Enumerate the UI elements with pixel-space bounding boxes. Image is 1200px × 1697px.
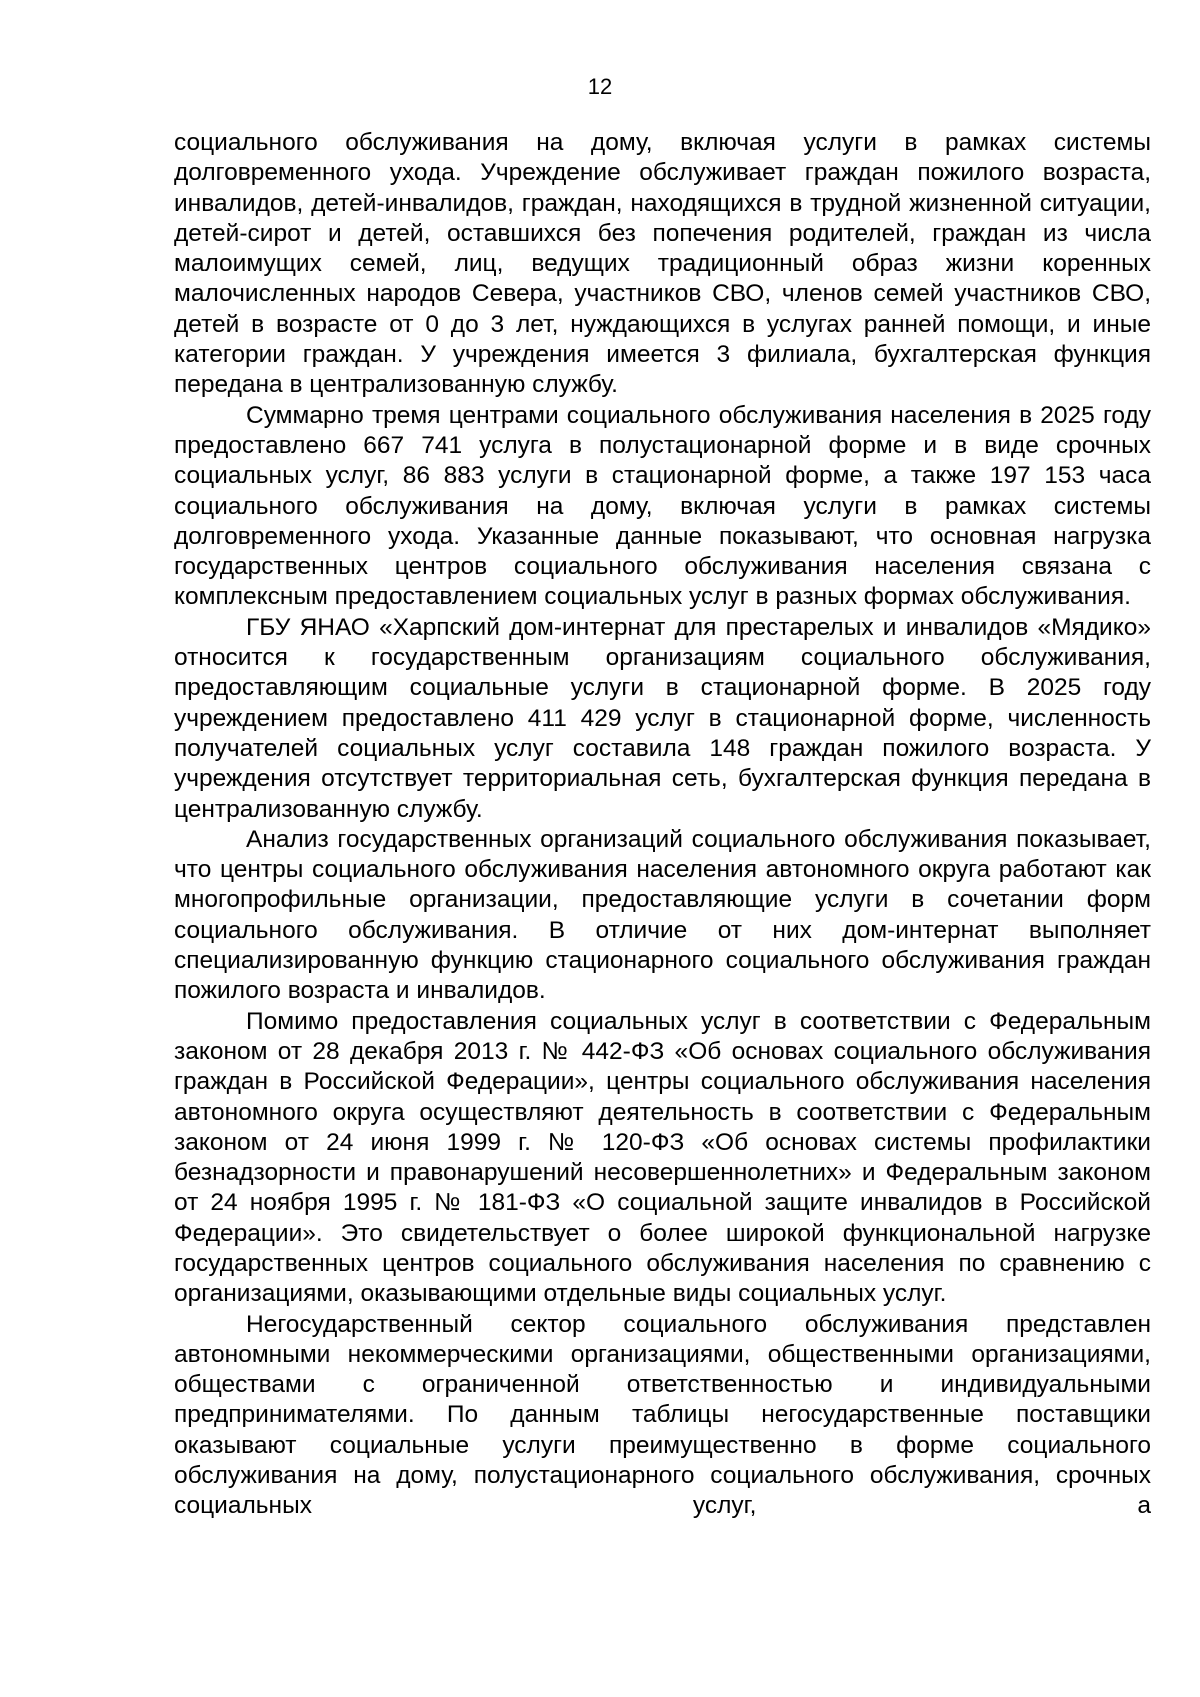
paragraph-3: ГБУ ЯНАО «Харпский дом-интернат для престарелых и инвалидов «Мядико» относится к государственным организациям социального обслуживания, предоставляющим социальные услуги в стационарной форме. В 2025 году учреждением предоставлено 411 429 услуг в стационарной форме, численность получателей социальных услуг составила 148 граждан пожилого возраста. У учреждения отсутствует территориальная сеть, бухгалтерская функция передана в централизованную службу. — [174, 613, 1151, 823]
paragraph-1: социального обслуживания на дому, включая услуги в рамках системы долговременного ухода. Учреждение обслуживает граждан пожилого возраста, инвалидов, детей-инвалидов, граждан, находящихся в трудной жизненной ситуации, детей-сирот и детей, оставшихся без попечения родителей, граждан из числа малоимущих семей, лиц, ведущих традиционный образ жизни коренных малочисленных народов Севера, участников СВО, членов семей участников СВО, детей в возрасте от 0 до 3 лет, нуждающихся в услугах ранней помощи, и иные категории граждан. У учреждения имеется 3 филиала, бухгалтерская функция передана в централизованную службу. — [174, 129, 1151, 399]
paragraph-5: Помимо предоставления социальных услуг в соответствии с Федеральным законом от 28 декабря 2013 г. № 442-ФЗ «Об основах социального обслуживания граждан в Российской Федерации», центры социального обслуживания населения автономного округа осуществляют деятельность в соответствии с Федеральным законом от 24 июня 1999 г. № 120-ФЗ «Об основах системы профилактики безнадзорности и правонарушений несовершеннолетних» и Федеральным законом от 24 ноября 1995 г. № 181-ФЗ «О социальной защите инвалидов в Российской Федерации». Это свидетельствует о более широкой функциональной нагрузке государственных центров социального обслуживания населения по сравнению с организациями, оказывающими отдельные виды социальных услуг. — [174, 1007, 1151, 1308]
paragraph-2: Суммарно тремя центрами социального обслуживания населения в 2025 году предоставлено 667 741 услуга в полустационарной форме и в виде срочных социальных услуг, 86 883 услуги в стационарной форме, а также 197 153 часа социального обслуживания на дому, включая услуги в рамках системы долговременного ухода. Указанные данные показывают, что основная нагрузка государственных центров социального обслуживания населения связана с комплексным предоставлением социальных услуг в разных формах обслуживания. — [174, 401, 1151, 611]
paragraph-4: Анализ государственных организаций социального обслуживания показывает, что центры социального обслуживания населения автономного округа работают как многопрофильные организации, предоставляющие услуги в сочетании форм социального обслуживания. В отличие от них дом-интернат выполняет специализированную функцию стационарного социального обслуживания граждан пожилого возраста и инвалидов. — [174, 825, 1151, 1005]
paragraph-6: Негосударственный сектор социального обслуживания представлен автономными некоммерческими организациями, общественными организациями, обществами с ограниченной ответственностью и индивидуальными предпринимателями. По данным таблицы негосударственные поставщики оказывают социальные услуги преимущественно в форме социального обслуживания на дому, полустационарного социального обслуживания, срочных социальных услуг, а — [174, 1310, 1151, 1520]
page-number: 12 — [587, 74, 613, 99]
document-body — [174, 128, 1151, 1522]
